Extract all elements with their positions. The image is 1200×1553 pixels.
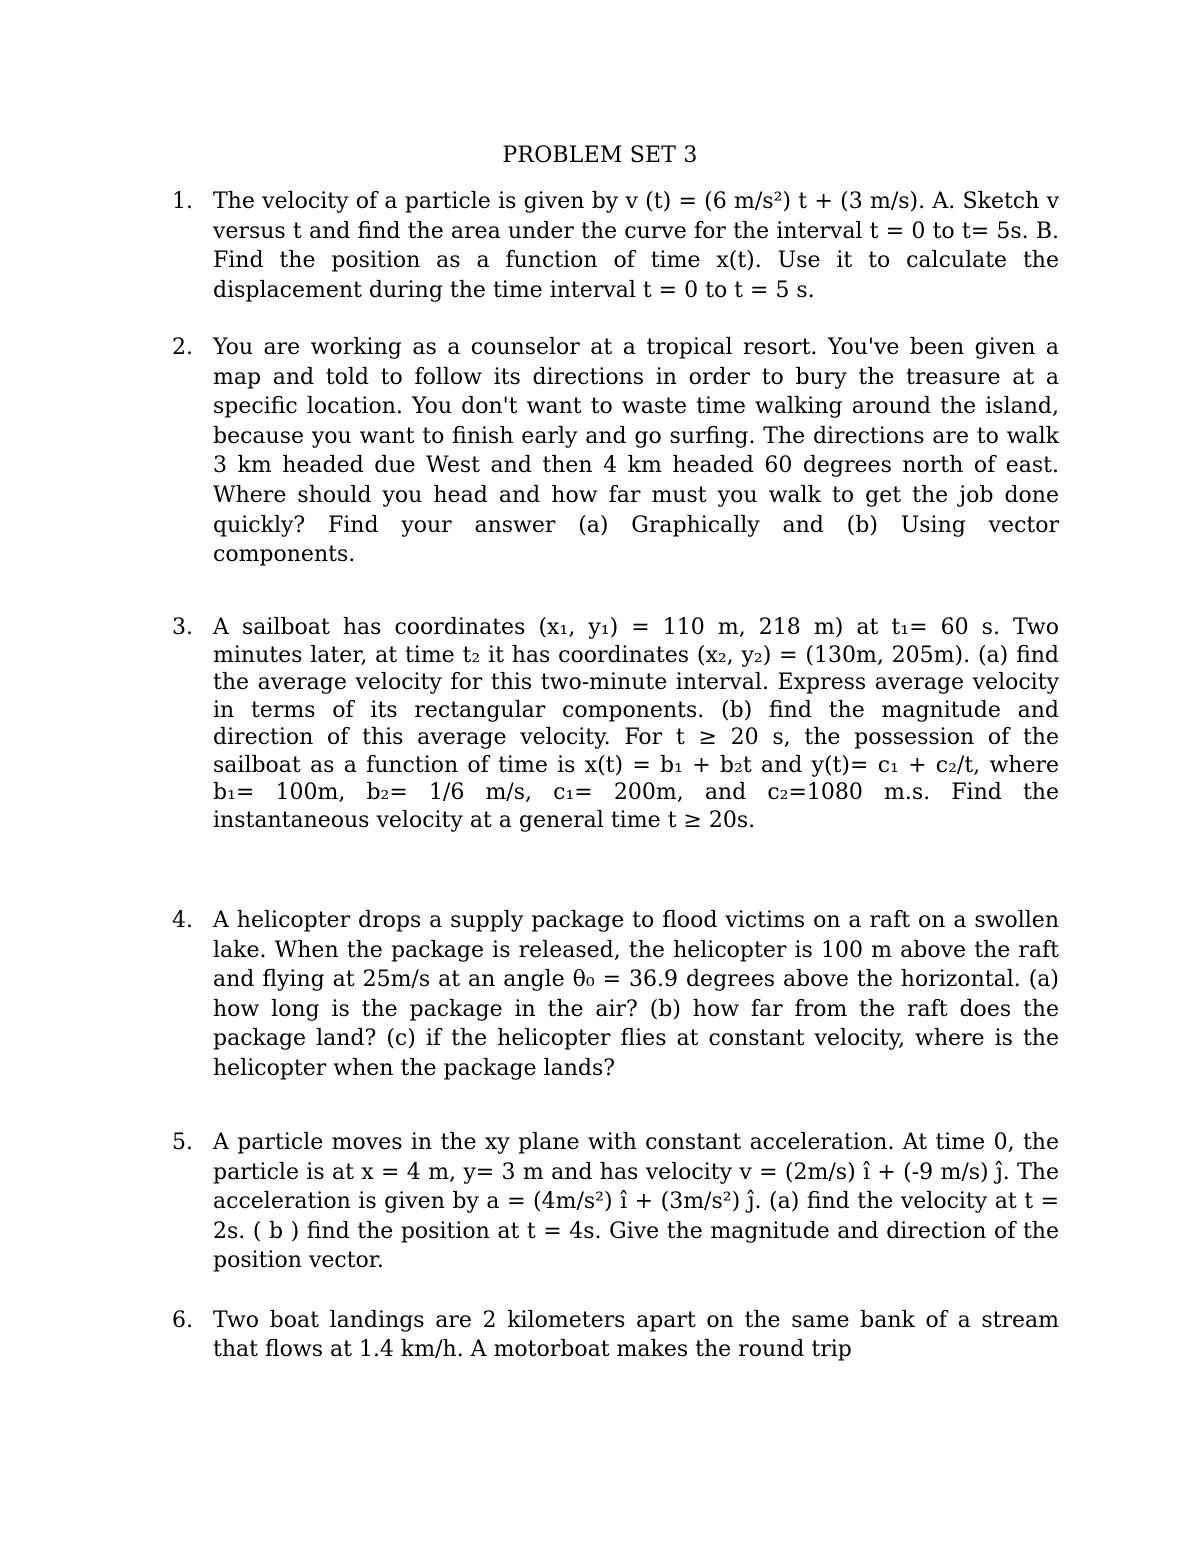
problem-text: Two boat landings are 2 kilometers apart on the same bank of a stream that flows at 1.4 km/h. A motorboat makes the round trip [213, 1308, 1059, 1362]
problem-text: A helicopter drops a supply package to flood victims on a raft on a swollen lake. When the package is released, the helicopter is 100 m above the raft and flying at 25m/s at an angle θ₀ = 36.9 degrees above the horizontal. (a) how long is the package in the air? (b) how far from the raft does the package land? (c) if the helicopter flies at constant velocity, where is the helicopter when the package lands? [213, 908, 1059, 1081]
problem-text: You are working as a counselor at a tropical resort. You've been given a map and told to follow its directions in order to bury the treasure at a specific location. You don't want to waste time walking around the island, because you want to finish early and go surfing. The directions are to walk 3 km headed due West and then 4 km headed 60 degrees north of east. Where should you head and how far must you walk to get the job done quickly? Find your answer (a) Graphically and (b) Using vector components. [213, 335, 1059, 568]
problem-number: 2. [172, 335, 193, 360]
page-title: PROBLEM SET 3 [502, 143, 698, 168]
problem-text: The velocity of a particle is given by v (t) = (6 m/s²) t + (3 m/s). A. Sketch v versus t and find the area under the curve for the interval t = 0 to t= 5s. B. Find the position as a function of time x(t). Use it to calculate the displacement during the time interval t = 0 to t = 5 s. [213, 189, 1059, 303]
problem-number: 6. [172, 1308, 193, 1333]
problem-text: A particle moves in the xy plane with constant acceleration. At time 0, the particle is at x = 4 m, y= 3 m and has velocity v = (2m/s) î + (-9 m/s) ĵ. The acceleration is given by a = (4m/s²) î + (3m/s²) ĵ. (a) find the velocity at t = 2s. ( b ) find the position at t = 4s. Give the magnitude and direction of the position vector. [213, 1130, 1059, 1274]
problem-number: 3. [172, 615, 193, 640]
problem-text: A sailboat has coordinates (x₁, y₁) = 110 m, 218 m) at t₁= 60 s. Two minutes later, at time t₂ it has coordinates (x₂, y₂) = (130m, 205m). (a) find the average velocity for this two-minute interval. Express average velocity in terms of its rectangular components. (b) find the magnitude and direction of this average velocity. For t ≥ 20 s, the possession of the sailboat as a function of time is x(t) = b₁ + b₂t and y(t)= c₁ + c₂/t, where b₁= 100m, b₂= 1/6 m/s, c₁= 200m, and c₂=1080 m.s. Find the instantaneous velocity at a general time t ≥ 20s. [213, 615, 1059, 833]
problem-number: 1. [172, 189, 193, 214]
problem-number: 5. [172, 1130, 193, 1155]
problem-number: 4. [172, 908, 193, 933]
